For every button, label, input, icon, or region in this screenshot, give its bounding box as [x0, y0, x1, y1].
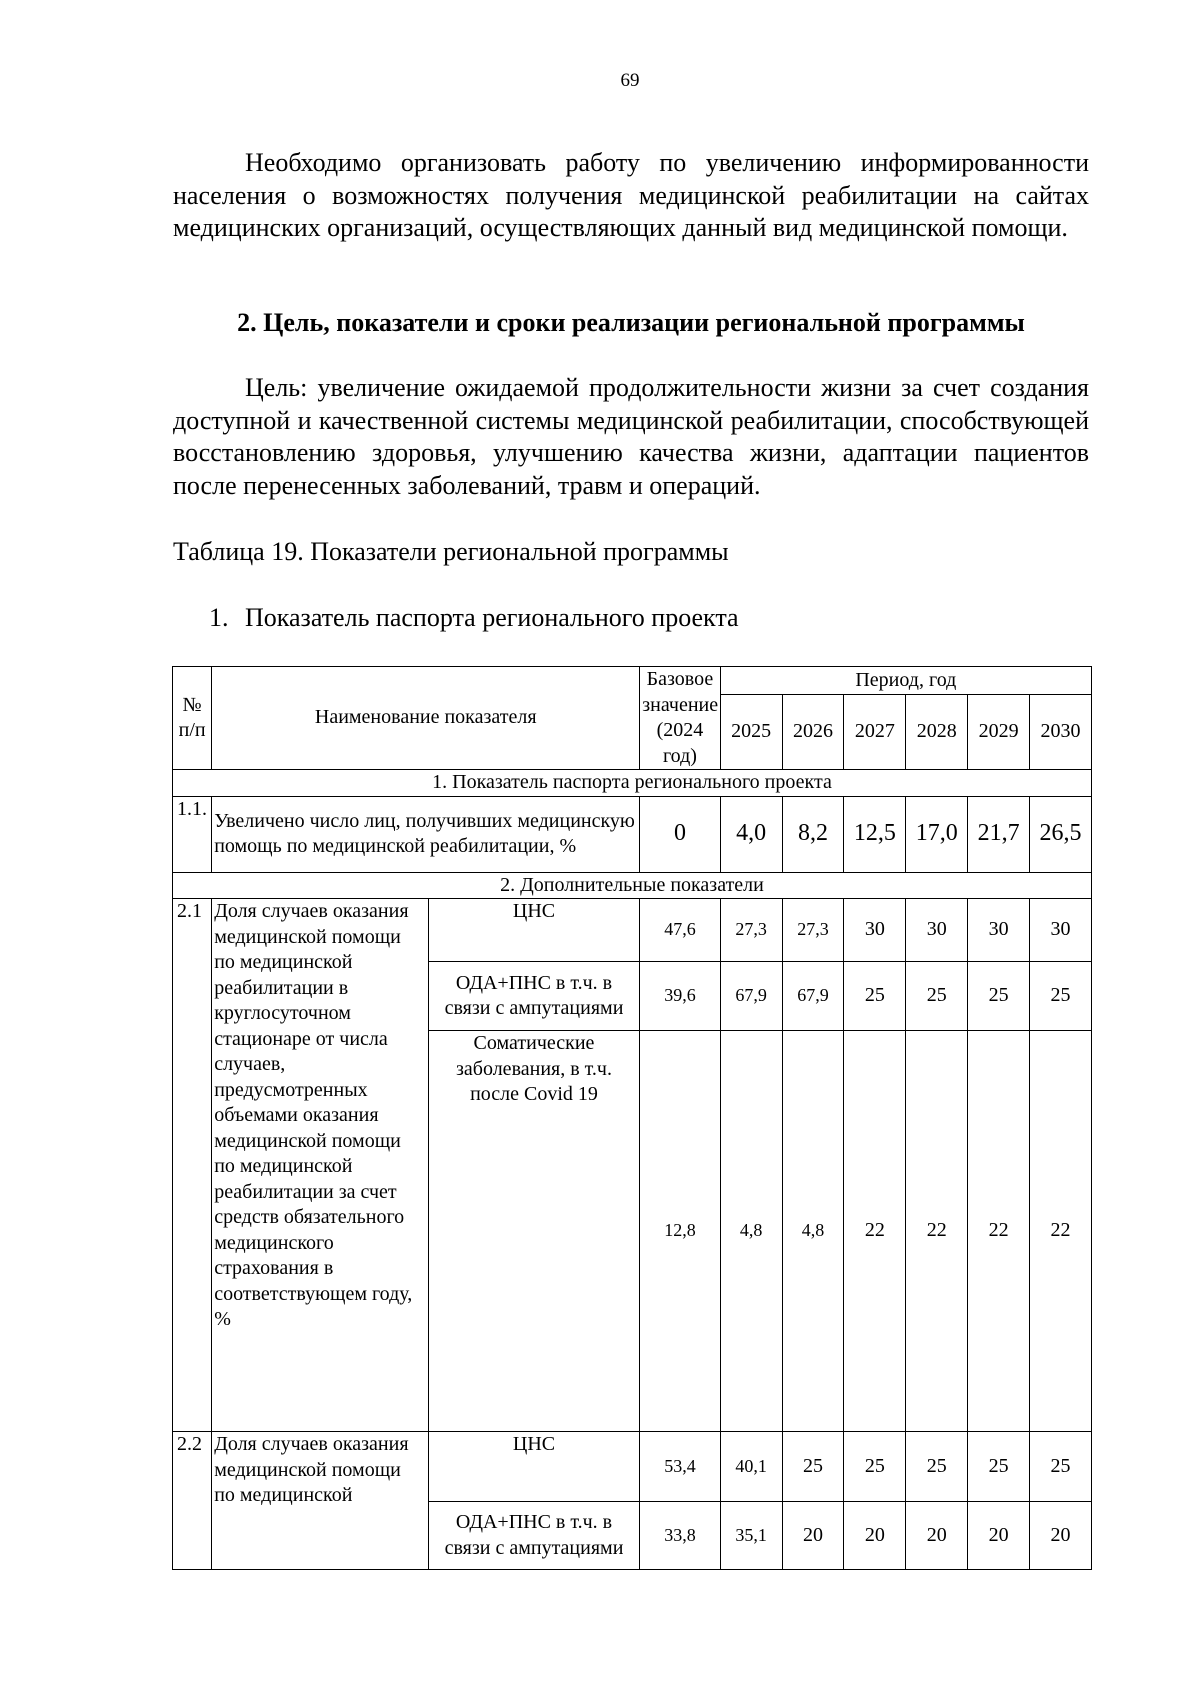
- year-value: 30: [1030, 899, 1092, 962]
- header-name: Наименование показателя: [212, 667, 640, 770]
- base-value: 53,4: [640, 1432, 720, 1502]
- goal-paragraph-line: Цель: увеличение ожидаемой продолжительности жизни за счет создания доступной и качественной системы медицинской реабилитации, способствующей восстановлению здоровья, улучшению качества жизни,: [173, 373, 1089, 467]
- year-value: 30: [906, 899, 968, 962]
- year-value: 4,0: [720, 796, 782, 872]
- base-value: 47,6: [640, 899, 720, 962]
- year-value: 20: [782, 1502, 844, 1570]
- header-year: 2026: [782, 694, 844, 769]
- year-value: 22: [968, 1031, 1030, 1432]
- year-value: 22: [1030, 1031, 1092, 1432]
- year-value: 22: [906, 1031, 968, 1432]
- indicator-name: Доля случаев оказания медицинской помощи по медицинской реабилитации в круглосуточном стационаре от числа случаев, предусмотренных объемами оказания медицинской помощи по медицинской реабилитации за счет средств обязательного медицинского страхования в соответствующем году, %: [212, 899, 429, 1432]
- year-value: 20: [906, 1502, 968, 1570]
- indicator-name: Увеличено число лиц, получивших медицинскую помощь по медицинской реабилитации, %: [212, 796, 640, 872]
- indicator-subgroup: Соматические заболевания, в т.ч. после Covid 19: [428, 1031, 639, 1432]
- year-value: 30: [844, 899, 906, 962]
- section-title: 2. Цель, показатели и сроки реализации региональной программы: [237, 308, 1025, 337]
- row-number: 2.2: [173, 1432, 212, 1570]
- header-base: Базовое значение (2024 год): [640, 667, 720, 770]
- row-number: 1.1.: [173, 796, 212, 872]
- year-value: 25: [906, 962, 968, 1031]
- goal-paragraph-last-line: адаптации пациентов после перенесенных заболеваний, травм и операций.: [173, 438, 1090, 500]
- year-value: 26,5: [1030, 796, 1092, 872]
- year-value: 67,9: [720, 962, 782, 1031]
- header-year: 2029: [968, 694, 1030, 769]
- section-row-1: 1. Показатель паспорта регионального проекта: [173, 770, 1092, 797]
- year-value: 25: [844, 962, 906, 1031]
- table-caption: Таблица 19. Показатели региональной программы: [173, 537, 729, 566]
- year-value: 25: [1030, 1432, 1092, 1502]
- year-value: 4,8: [720, 1031, 782, 1432]
- indicator-subgroup: ОДА+ПНС в т.ч. в связи с ампутациями: [428, 1502, 639, 1570]
- indicators-table: [172, 666, 1092, 1570]
- year-value: 21,7: [968, 796, 1030, 872]
- base-value: 12,8: [640, 1031, 720, 1432]
- header-year: 2027: [844, 694, 906, 769]
- intro-paragraph-line: Необходимо организовать работу по увеличению информированности населения о возможностях получения медицинской реабилитации на сайтах медицинских организаций, осуществляющих: [173, 148, 1089, 242]
- year-value: 25: [906, 1432, 968, 1502]
- goal-paragraph: [173, 372, 1089, 502]
- year-value: 25: [1030, 962, 1092, 1031]
- year-value: 25: [968, 962, 1030, 1031]
- year-value: 25: [844, 1432, 906, 1502]
- row-number: 2.1: [173, 899, 212, 1432]
- year-value: 20: [844, 1502, 906, 1570]
- page-number: 69: [620, 70, 640, 91]
- list-item-text: Показатель паспорта регионального проекта: [245, 603, 739, 632]
- base-value: 0: [640, 796, 720, 872]
- base-value: 33,8: [640, 1502, 720, 1570]
- year-value: 20: [968, 1502, 1030, 1570]
- header-year: 2025: [720, 694, 782, 769]
- year-value: 4,8: [782, 1031, 844, 1432]
- year-value: 40,1: [720, 1432, 782, 1502]
- year-value: 27,3: [782, 899, 844, 962]
- indicator-subgroup: ОДА+ПНС в т.ч. в связи с ампутациями: [428, 962, 639, 1031]
- year-value: 22: [844, 1031, 906, 1432]
- indicator-name: Доля случаев оказания медицинской помощи по медицинской: [212, 1432, 429, 1570]
- header-num: № п/п: [173, 667, 212, 770]
- indicator-subgroup: ЦНС: [428, 1432, 639, 1502]
- year-value: 20: [1030, 1502, 1092, 1570]
- indicator-subgroup: ЦНС: [428, 899, 639, 962]
- year-value: 67,9: [782, 962, 844, 1031]
- list-item: [209, 603, 739, 633]
- intro-paragraph: [173, 147, 1089, 245]
- year-value: 25: [782, 1432, 844, 1502]
- header-year: 2030: [1030, 694, 1092, 769]
- year-value: 8,2: [782, 796, 844, 872]
- section-row-2: 2. Дополнительные показатели: [173, 872, 1092, 899]
- year-value: 30: [968, 899, 1030, 962]
- intro-paragraph-last-line: данный вид медицинской помощи.: [682, 213, 1068, 242]
- header-year: 2028: [906, 694, 968, 769]
- year-value: 27,3: [720, 899, 782, 962]
- year-value: 25: [968, 1432, 1030, 1502]
- year-value: 12,5: [844, 796, 906, 872]
- list-item-number: 1.: [209, 603, 229, 632]
- year-value: 17,0: [906, 796, 968, 872]
- header-period: Период, год: [720, 667, 1091, 695]
- base-value: 39,6: [640, 962, 720, 1031]
- year-value: 35,1: [720, 1502, 782, 1570]
